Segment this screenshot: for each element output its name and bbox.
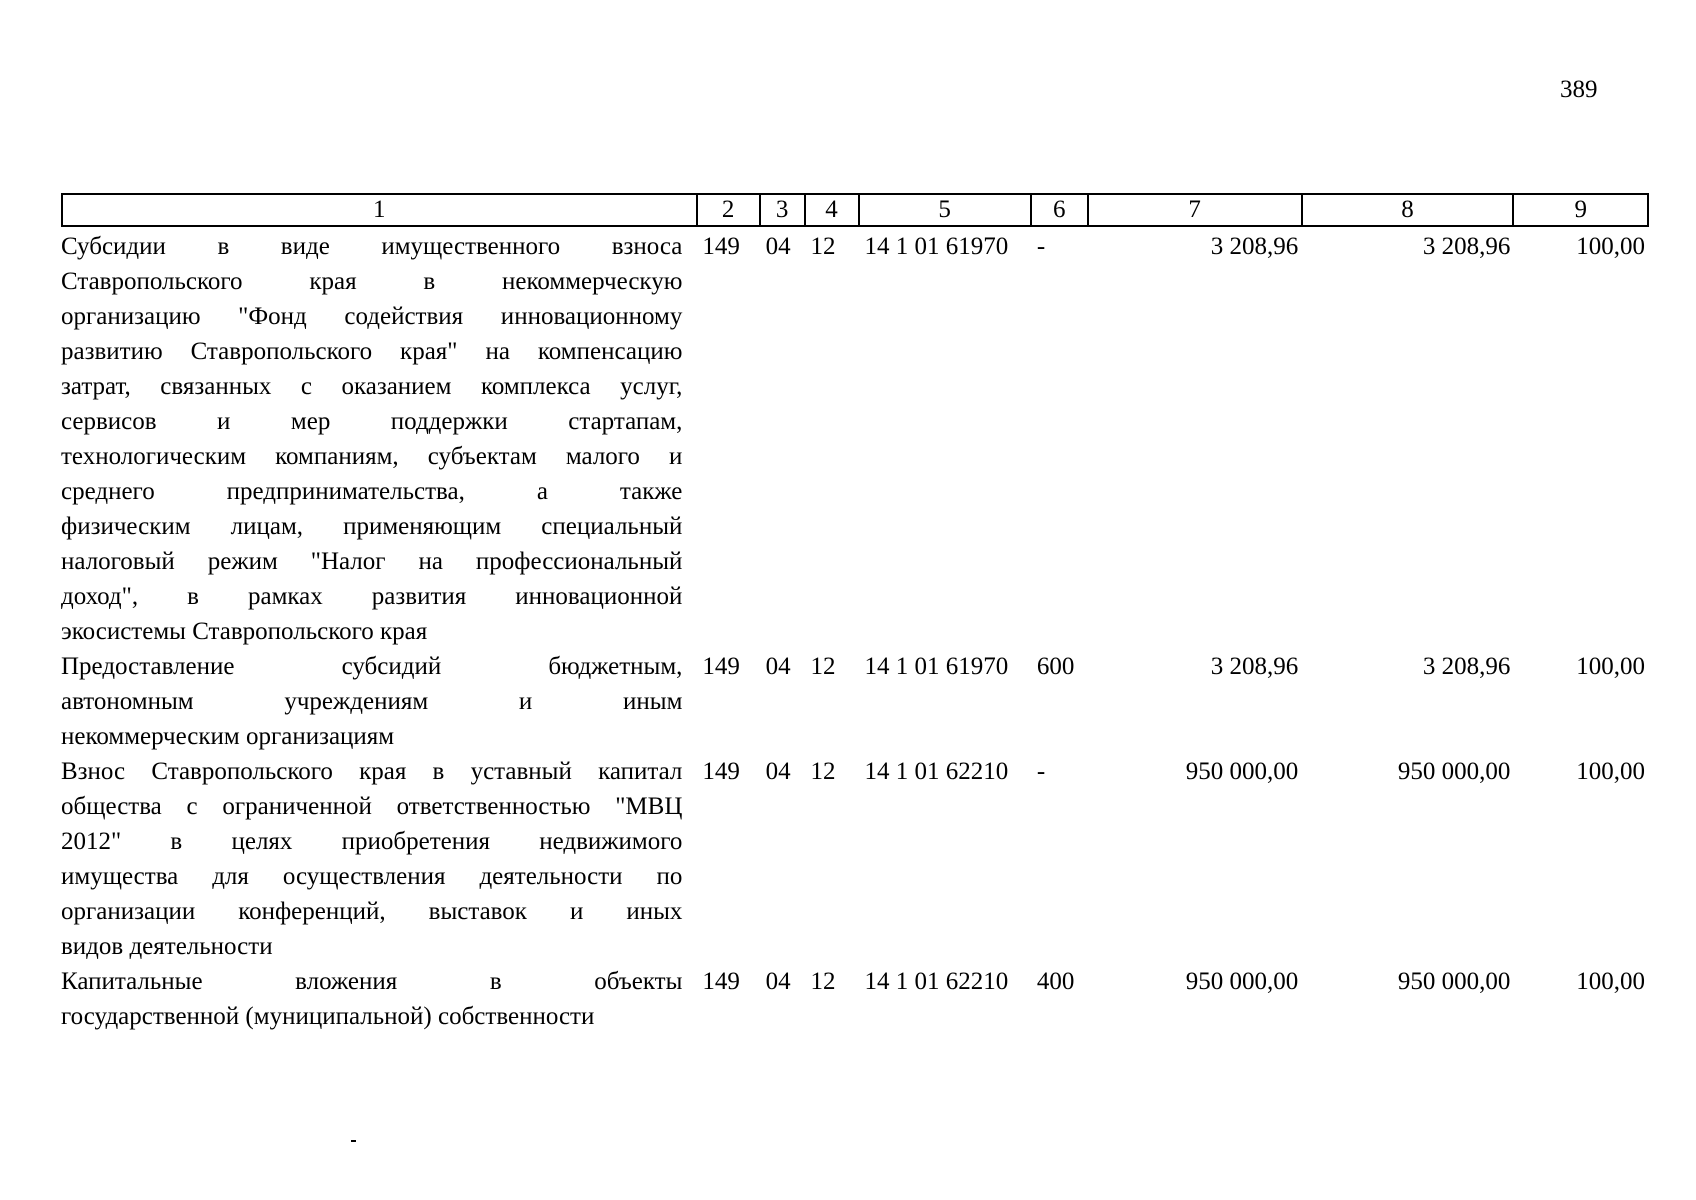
- description-line: Капитальные вложения в объекты: [61, 968, 683, 995]
- column-number-header: [61, 193, 1649, 227]
- budget-table: [61, 229, 1649, 1034]
- stray-mark: [351, 1140, 356, 1142]
- description-line: доход", в рамках развития инновационной: [61, 583, 683, 610]
- cell-col-9: 100,00: [1576, 653, 1645, 680]
- table-row: [61, 229, 1649, 649]
- cell-col-6: -: [1036, 758, 1046, 785]
- cell-col-6: 400: [1036, 968, 1075, 995]
- row-description: [61, 754, 696, 964]
- description-line: организации конференций, выставок и иных: [61, 898, 683, 925]
- description-line: физическим лицам, применяющим специальный: [61, 513, 683, 540]
- description-line: сервисов и мер поддержки стартапам,: [61, 408, 683, 435]
- description-line: общества с ограниченной ответственностью "МВЦ: [61, 793, 683, 820]
- description-line: Субсидии в виде имущественного взноса: [61, 233, 683, 260]
- cell-col-2: 149: [702, 758, 740, 785]
- cell-col-8: 3 208,96: [1422, 653, 1511, 680]
- cell-col-7: 3 208,96: [1210, 653, 1299, 680]
- description-line: среднего предпринимательства, а также: [61, 478, 683, 505]
- cell-col-5: 14 1 01 62210: [864, 968, 1009, 995]
- cell-col-8: 3 208,96: [1422, 233, 1511, 260]
- description-line: организацию "Фонд содействия инновационному: [61, 303, 683, 330]
- header-col-9: 9: [1513, 194, 1648, 226]
- description-line: налоговый режим "Налог на профессиональный: [61, 548, 683, 575]
- description-line: государственной (муниципальной) собственности: [61, 1003, 595, 1030]
- description-line: экосистемы Ставропольского края: [61, 618, 428, 645]
- description-line: 2012" в целях приобретения недвижимого: [61, 828, 683, 855]
- table-row: [61, 754, 1649, 964]
- cell-col-2: 149: [702, 653, 740, 680]
- header-col-2: 2: [697, 194, 760, 226]
- cell-col-7: 3 208,96: [1210, 233, 1299, 260]
- header-col-6: 6: [1031, 194, 1088, 226]
- header-col-4: 4: [805, 194, 859, 226]
- cell-col-7: 950 000,00: [1185, 758, 1299, 785]
- table-row: [61, 964, 1649, 1034]
- cell-col-3: 04: [765, 233, 791, 260]
- cell-col-4: 12: [810, 233, 836, 260]
- header-col-3: 3: [760, 194, 805, 226]
- cell-col-3: 04: [765, 968, 791, 995]
- cell-col-4: 12: [810, 758, 836, 785]
- header-col-5: 5: [859, 194, 1031, 226]
- cell-col-9: 100,00: [1576, 758, 1645, 785]
- description-line: автономным учреждениям и иным: [61, 688, 683, 715]
- cell-col-5: 14 1 01 62210: [864, 758, 1009, 785]
- cell-col-2: 149: [702, 968, 740, 995]
- description-line: затрат, связанных с оказанием комплекса услуг,: [61, 373, 683, 400]
- row-description: [61, 229, 696, 649]
- header-col-8: 8: [1302, 194, 1514, 226]
- description-line: Взнос Ставропольского края в уставный капитал: [61, 758, 683, 785]
- description-line: развитию Ставропольского края" на компенсацию: [61, 338, 683, 365]
- header-col-7: 7: [1088, 194, 1302, 226]
- cell-col-3: 04: [765, 653, 791, 680]
- row-description: [61, 649, 696, 754]
- description-line: имущества для осуществления деятельности по: [61, 863, 683, 890]
- description-line: Ставропольского края в некоммерческую: [61, 268, 683, 295]
- description-line: видов деятельности: [61, 933, 273, 960]
- cell-col-3: 04: [765, 758, 791, 785]
- cell-col-6: 600: [1036, 653, 1075, 680]
- cell-col-8: 950 000,00: [1397, 968, 1511, 995]
- cell-col-6: -: [1036, 233, 1046, 260]
- description-line: некоммерческим организациям: [61, 723, 395, 750]
- cell-col-7: 950 000,00: [1185, 968, 1299, 995]
- description-line: технологическим компаниям, субъектам малого и: [61, 443, 683, 470]
- cell-col-4: 12: [810, 653, 836, 680]
- table-row: [61, 649, 1649, 754]
- cell-col-9: 100,00: [1576, 233, 1645, 260]
- cell-col-9: 100,00: [1576, 968, 1645, 995]
- cell-col-8: 950 000,00: [1397, 758, 1511, 785]
- page-number: 389: [1560, 76, 1598, 103]
- cell-col-5: 14 1 01 61970: [864, 653, 1009, 680]
- header-col-1: 1: [62, 194, 697, 226]
- description-line: Предоставление субсидий бюджетным,: [61, 653, 683, 680]
- row-description: [61, 964, 696, 1034]
- cell-col-4: 12: [810, 968, 836, 995]
- cell-col-2: 149: [702, 233, 740, 260]
- cell-col-5: 14 1 01 61970: [864, 233, 1009, 260]
